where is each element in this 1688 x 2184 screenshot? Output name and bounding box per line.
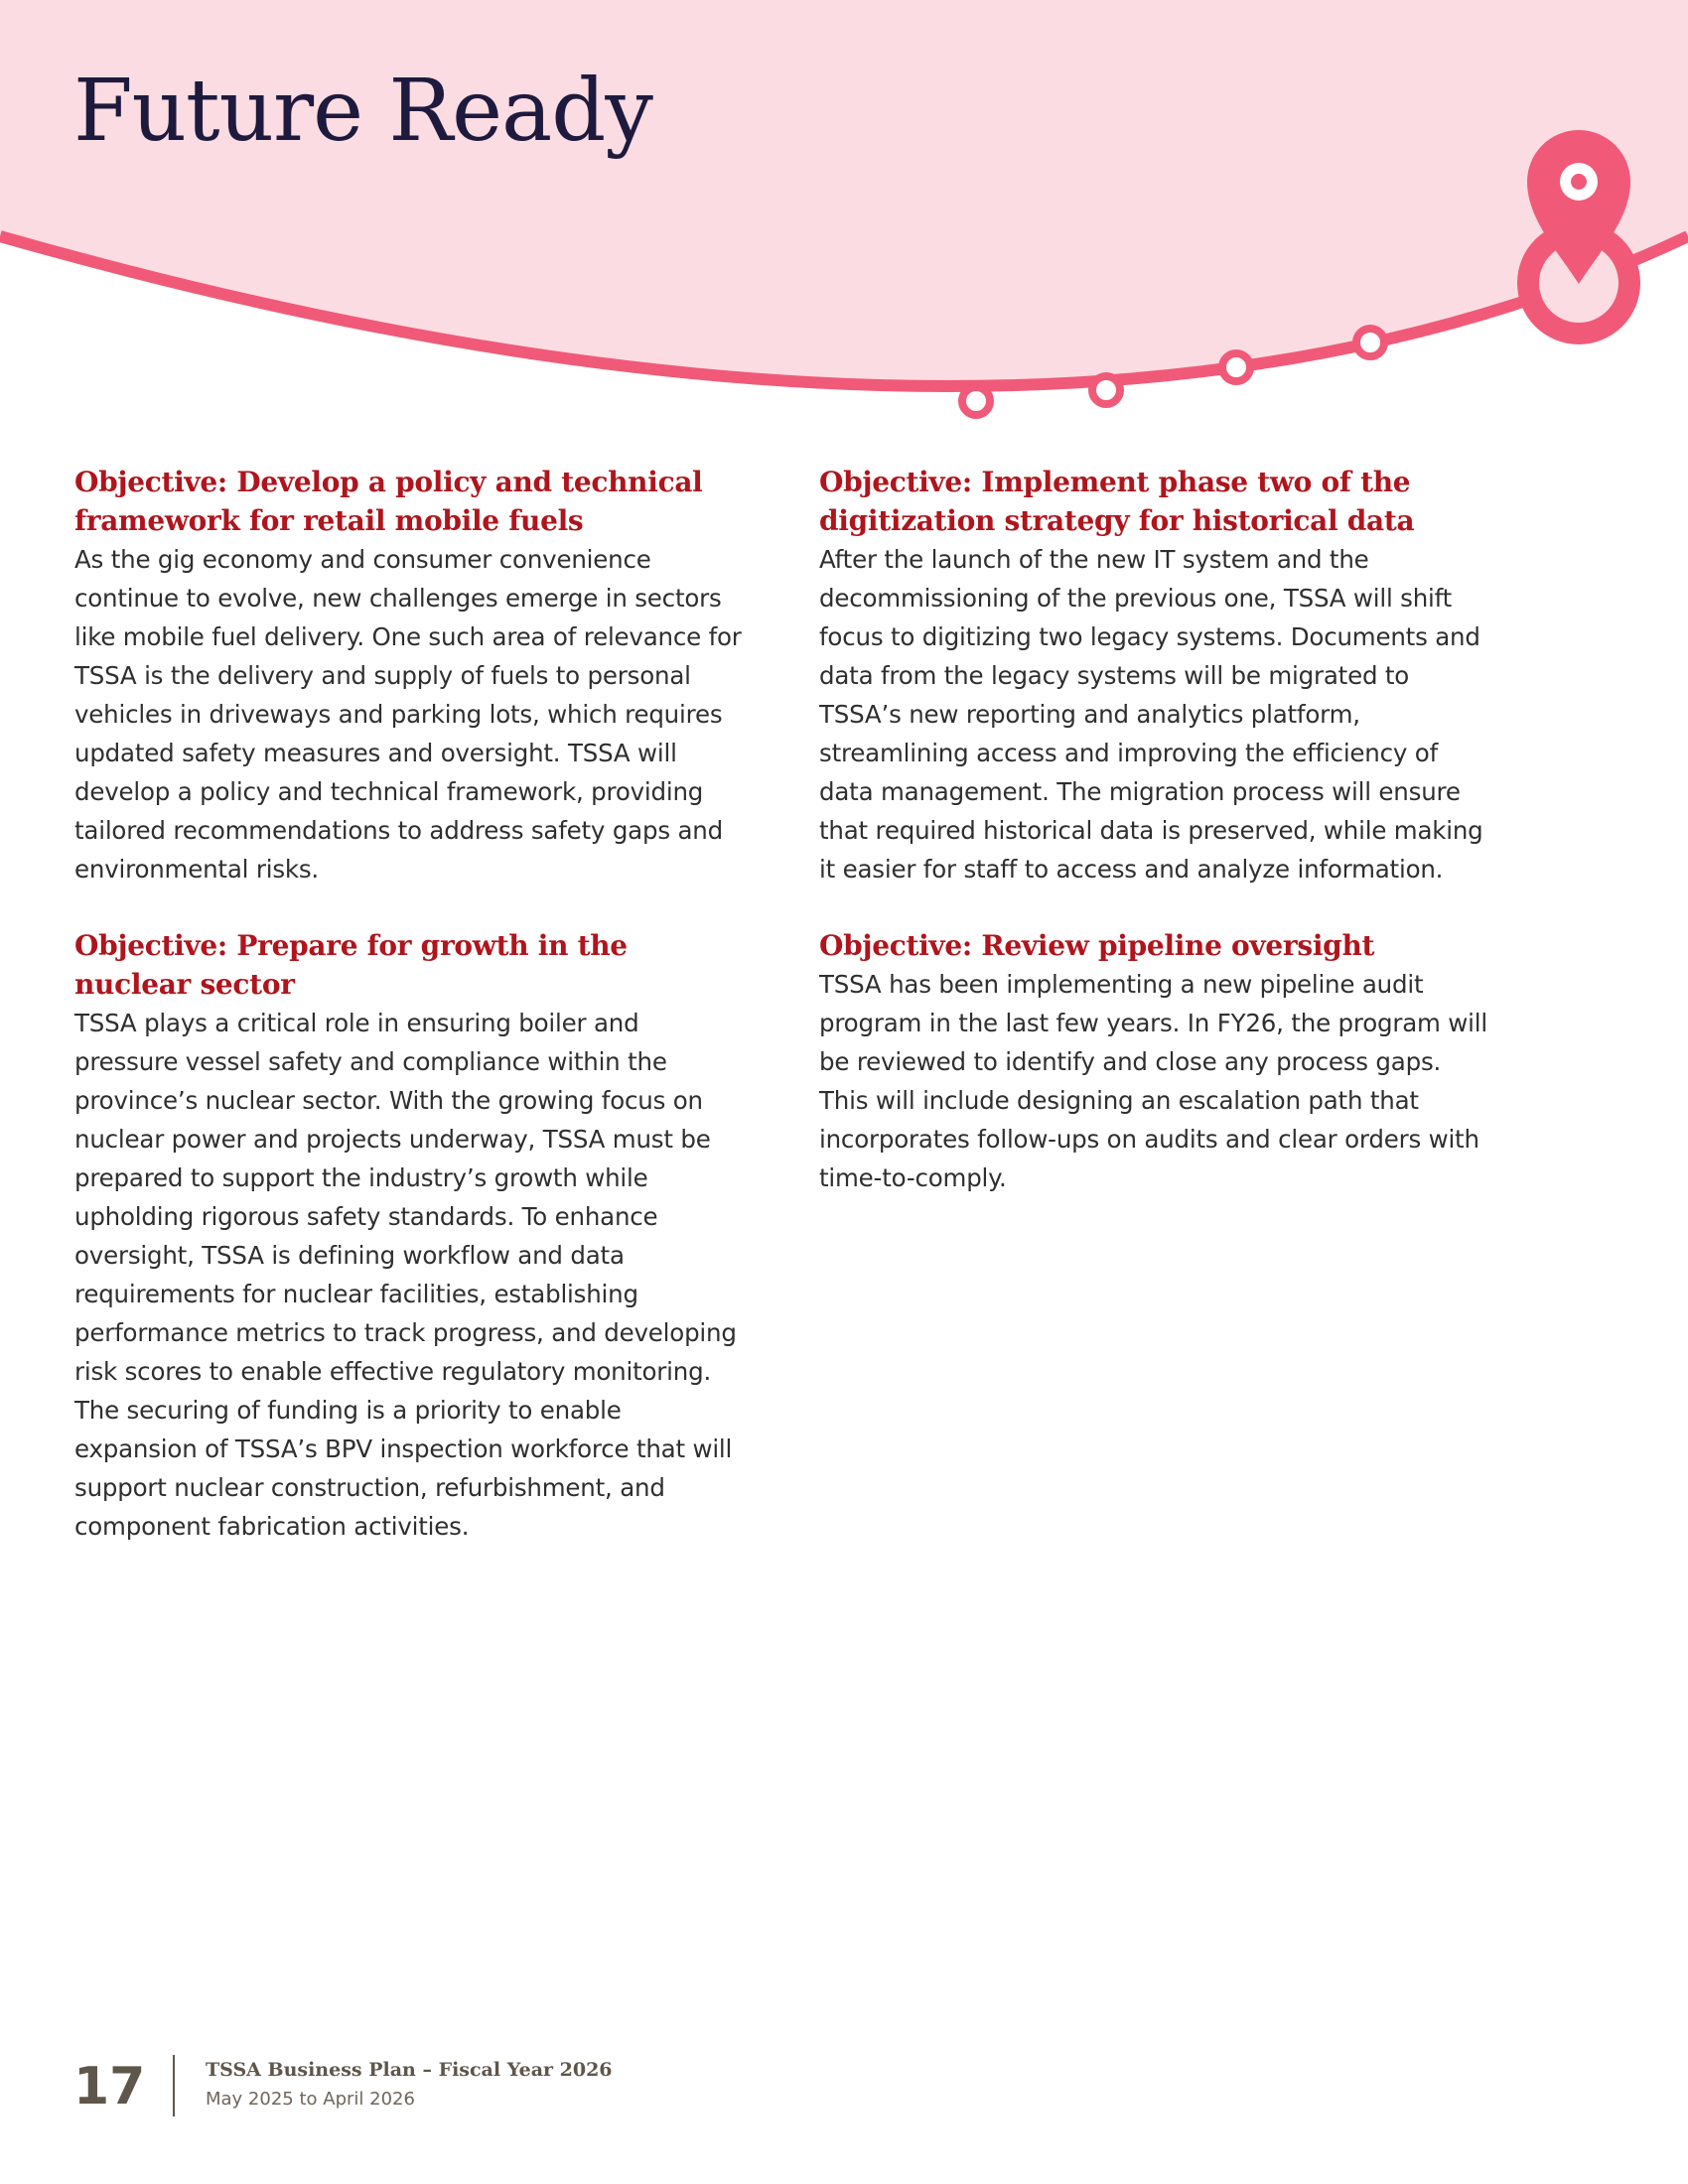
objective-body: As the gig economy and consumer convenience continue to evolve, new challenges emerge in sectors like mobile fuel delivery. One such area of relevance for TSSA is the delivery and supply of fuels to personal vehicles in driveways and parking lots, which requires updated safety measures and oversight. TSSA will develop a policy and technical framework, providing tailored recommendations to address safety gaps and environmental risks. xyxy=(74,545,742,884)
objective-heading: Objective: Implement phase two of the digitization strategy for historical data xyxy=(819,466,1415,537)
objective-heading: Objective: Prepare for growth in the nuclear sector xyxy=(74,929,628,1001)
footer-divider xyxy=(173,2055,175,2116)
objective-body: After the launch of the new IT system and the decommissioning of the previous one, TSSA will shift focus to digitizing two legacy systems. Documents and data from the legacy systems will be migrated to TSSA’s new reporting and analytics platform, streamlining access and improving the efficiency of data management. The migration process will ensure that required historical data is preserved, while making it easier for staff to access and analyze information. xyxy=(819,545,1483,884)
timeline-dot xyxy=(1222,353,1250,381)
right-column xyxy=(819,463,1494,1235)
timeline-dot xyxy=(1356,329,1384,356)
objective-body: TSSA plays a critical role in ensuring boiler and pressure vessel safety and compliance within the province’s nuclear sector. With the growing focus on nuclear power and projects underway, TSSA must be prepared to support the industry’s growth while upholding rigorous safety standards. To enhance oversight, TSSA is defining workflow and data requirements for nuclear facilities, establishing performance metrics to track progress, and developing risk scores to enable effective regulatory monitoring. The securing of funding is a priority to enable expansion of TSSA’s BPV inspection workforce that will support nuclear construction, refurbishment, and component fabrication activities. xyxy=(74,1009,737,1541)
objective-section xyxy=(819,926,1494,1197)
page-number: 17 xyxy=(73,2057,146,2116)
footer-subtitle: May 2025 to April 2026 xyxy=(206,2089,415,2110)
left-column xyxy=(74,463,750,1583)
objective-heading: Objective: Review pipeline oversight xyxy=(819,929,1375,962)
objective-section xyxy=(74,463,750,888)
page-title: Future Ready xyxy=(73,62,652,161)
objective-body: TSSA has been implementing a new pipeline audit program in the last few years. In FY26, the program will be reviewed to identify and close any process gaps. This will include designing an escalation path that incorporates follow-ups on audits and clear orders with time-to-comply. xyxy=(819,970,1487,1192)
objective-section xyxy=(74,926,750,1546)
objective-section xyxy=(819,463,1494,888)
objective-heading: Objective: Develop a policy and technical framework for retail mobile fuels xyxy=(74,466,703,537)
timeline-dot xyxy=(962,387,990,415)
footer-title: TSSA Business Plan – Fiscal Year 2026 xyxy=(206,2059,613,2081)
timeline-dot xyxy=(1092,376,1120,404)
